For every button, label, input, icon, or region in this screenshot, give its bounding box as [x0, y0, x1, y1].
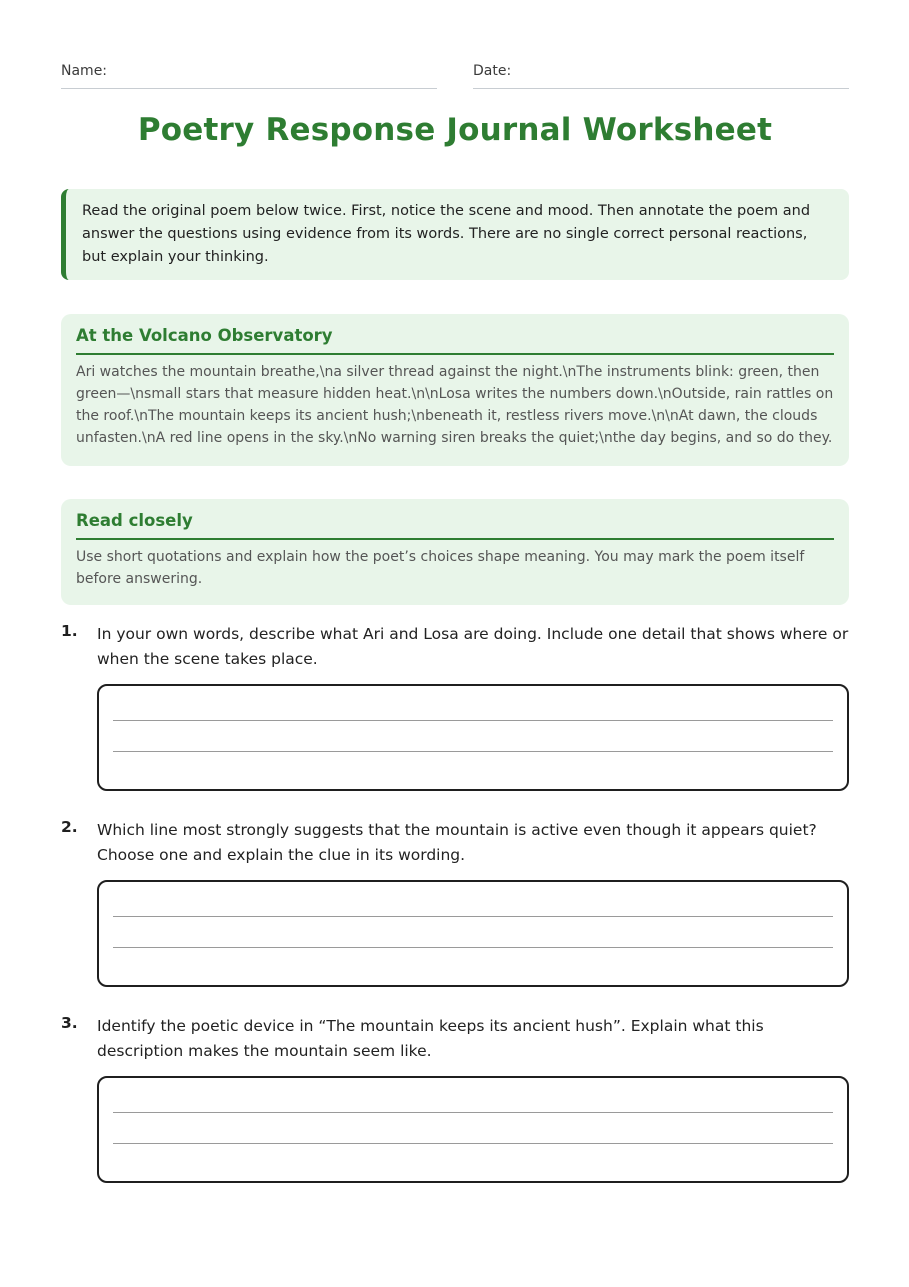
page-title: Poetry Response Journal Worksheet — [137, 112, 773, 148]
poem-panel — [61, 314, 849, 466]
question-number: 3. — [61, 1014, 78, 1032]
date-field[interactable] — [473, 60, 849, 89]
answer-line — [113, 1143, 833, 1144]
name-label: Name: — [61, 63, 108, 79]
name-field[interactable] — [61, 60, 437, 89]
answer-line — [113, 916, 833, 917]
answer-line — [113, 947, 833, 948]
question-text: In your own words, describe what Ari and Losa are doing. Include one detail that shows where or when the scene takes place. — [97, 625, 849, 668]
answer-line — [113, 751, 833, 752]
read-closely-text: Use short quotations and explain how the poet’s choices shape meaning. You may mark the poem itself before answering. — [76, 549, 805, 587]
answer-box-3[interactable] — [97, 1076, 849, 1183]
header-fields — [61, 60, 849, 90]
answer-box-1[interactable] — [97, 684, 849, 791]
poem-title: At the Volcano Observatory — [76, 326, 834, 355]
poem-text: Ari watches the mountain breathe,\na silver thread against the night.\nThe instruments blink: green, then green—\nsmall stars that measure hidden heat.\n\nLosa writes the numbers down.\nOutside, rain rattles on the roof.\nThe mountain keeps its ancient hush;\nbeneath it, restless rivers move.\n\nAt dawn, the clouds unfasten.\nA red line opens in the sky.\nNo warning siren breaks the quiet;\nthe day begins, and so do they. — [76, 364, 834, 446]
read-closely-title: Read closely — [76, 511, 834, 540]
question-number: 1. — [61, 622, 78, 640]
question-text: Which line most strongly suggests that the mountain is active even though it appears quiet? Choose one and explain the clue in its wording. — [97, 821, 817, 864]
instructions-box: Read the original poem below twice. First, notice the scene and mood. Then annotate the poem and answer the questions using evidence from its words. There are no single correct personal reactions, but explain your thinking. — [61, 189, 849, 280]
date-label: Date: — [473, 63, 512, 79]
read-closely-panel — [61, 499, 849, 605]
answer-line — [113, 720, 833, 721]
answer-box-2[interactable] — [97, 880, 849, 987]
answer-line — [113, 1112, 833, 1113]
question-number: 2. — [61, 818, 78, 836]
question-text: Identify the poetic device in “The mountain keeps its ancient hush”. Explain what this description makes the mountain seem like. — [97, 1017, 764, 1060]
